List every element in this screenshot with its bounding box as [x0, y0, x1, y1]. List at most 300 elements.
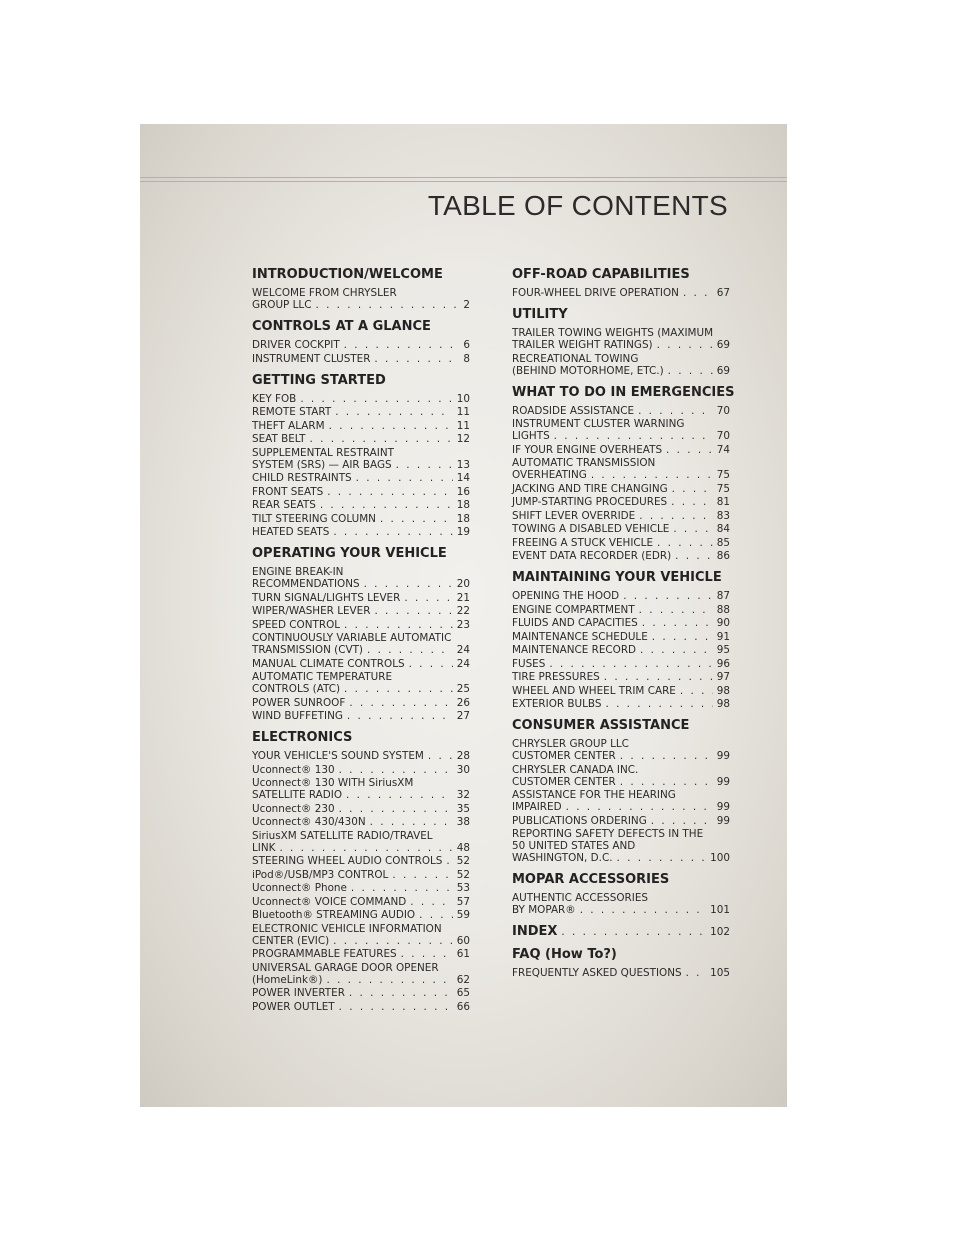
dot-leader — [666, 444, 713, 456]
entry-label: LINK — [252, 841, 276, 854]
section-title: MAINTAINING YOUR VEHICLE — [512, 570, 722, 585]
dot-leader — [620, 750, 713, 762]
toc-entry — [512, 590, 730, 602]
entry-line — [512, 967, 730, 979]
toc-entry — [252, 472, 470, 484]
entry-line — [512, 339, 730, 351]
dot-leader — [320, 499, 453, 511]
entry-line — [252, 974, 470, 986]
entry-label: iPod®/USB/MP3 CONTROL — [252, 868, 389, 881]
toc-entry — [512, 892, 730, 916]
entry-line — [512, 353, 730, 365]
entry-line — [512, 496, 730, 508]
entry-line — [252, 987, 470, 999]
toc-entry — [252, 710, 470, 722]
entry-line — [252, 869, 470, 881]
entry-line — [252, 578, 470, 590]
dot-leader — [344, 683, 453, 695]
page-number: 98 — [716, 698, 730, 710]
page-number: 18 — [456, 499, 470, 511]
dot-leader — [346, 789, 453, 801]
toc-entry — [512, 644, 730, 656]
page-number: 62 — [456, 973, 470, 986]
entry-line — [512, 444, 730, 456]
entry-line — [252, 671, 470, 683]
toc-entry — [512, 510, 730, 522]
toc-entry — [252, 486, 470, 498]
entry-line — [252, 1001, 470, 1013]
dot-leader — [410, 896, 453, 908]
toc-entry — [252, 909, 470, 921]
toc-entry — [512, 617, 730, 629]
entry-line — [512, 617, 730, 629]
dot-leader — [651, 815, 713, 827]
entry-line — [252, 830, 470, 842]
entry-label: Uconnect® 130 WITH SiriusXM — [252, 777, 414, 789]
page-number: 48 — [456, 841, 470, 854]
entry-label: 50 UNITED STATES AND — [512, 840, 636, 852]
dot-leader — [446, 855, 452, 867]
toc-entry — [252, 830, 470, 854]
page-number: 96 — [716, 657, 730, 670]
entry-line — [512, 418, 730, 430]
dot-leader — [566, 801, 713, 813]
entry-label: FUSES — [512, 657, 546, 670]
entry-label: SATELLITE RADIO — [252, 789, 343, 801]
entry-label: ASSISTANCE FOR THE HEARING — [512, 789, 676, 801]
dot-leader — [404, 592, 452, 604]
toc-section — [252, 546, 470, 722]
entry-label: AUTOMATIC TRANSMISSION — [512, 457, 656, 469]
toc-entry — [252, 816, 470, 828]
entry-label: POWER INVERTER — [252, 987, 345, 999]
toc-entry — [252, 406, 470, 418]
section-title: MOPAR ACCESSORIES — [512, 872, 670, 887]
page-number: 57 — [456, 895, 470, 908]
header-rule-bottom — [140, 181, 787, 182]
entry-label: MANUAL CLIMATE CONTROLS — [252, 657, 405, 670]
entry-label: SEAT BELT — [252, 433, 306, 445]
entry-label: REPORTING SAFETY DEFECTS IN THE — [512, 828, 704, 840]
dot-leader — [675, 550, 713, 562]
section-title: CONSUMER ASSISTANCE — [512, 718, 690, 733]
entry-label: FOUR-WHEEL DRIVE OPERATION — [512, 287, 679, 299]
page-number: 12 — [456, 433, 470, 445]
page-number: 83 — [716, 509, 730, 522]
entry-line — [252, 339, 470, 351]
dot-leader — [620, 776, 713, 788]
toc-section — [512, 307, 730, 377]
entry-line — [252, 486, 470, 498]
page-number: 102 — [710, 926, 730, 938]
toc-entry — [512, 444, 730, 456]
entry-line — [512, 658, 730, 670]
entry-label: TILT STEERING COLUMN — [252, 512, 376, 525]
entry-label: WASHINGTON, D.C. — [512, 852, 613, 864]
page-number: 24 — [456, 657, 470, 670]
entry-label: OPENING THE HOOD — [512, 590, 620, 602]
toc-entry — [252, 339, 470, 351]
entry-label: IF YOUR ENGINE OVERHEATS — [512, 443, 663, 456]
entry-line — [252, 353, 470, 365]
entry-label: Uconnect® 130 — [252, 763, 335, 776]
entry-label: SYSTEM (SRS) — AIR BAGS — [252, 458, 392, 471]
entry-label: THEFT ALARM — [252, 419, 325, 432]
entry-label: ROADSIDE ASSISTANCE — [512, 404, 635, 417]
toc-entry — [512, 671, 730, 683]
page-number: 59 — [456, 909, 470, 921]
dot-leader — [315, 299, 459, 311]
dot-leader — [339, 764, 453, 776]
section-title: ELECTRONICS — [252, 730, 353, 745]
dot-leader — [419, 909, 453, 921]
dot-leader — [561, 926, 706, 938]
toc-section — [512, 947, 730, 979]
page-number: 74 — [716, 443, 730, 456]
entry-line — [512, 469, 730, 481]
entry-label: CHRYSLER GROUP LLC — [512, 738, 629, 750]
entry-line — [252, 566, 470, 578]
entry-label: ELECTRONIC VEHICLE INFORMATION — [252, 922, 442, 935]
entry-label: SUPPLEMENTAL RESTRAINT — [252, 446, 394, 459]
toc-entry — [252, 896, 470, 908]
entry-line — [512, 698, 730, 710]
entry-line — [512, 738, 730, 750]
entry-label: UNIVERSAL GARAGE DOOR OPENER — [252, 961, 439, 974]
entry-label: MAINTENANCE SCHEDULE — [512, 630, 648, 643]
toc-entry — [512, 828, 730, 864]
dot-leader — [617, 852, 707, 864]
entry-line — [252, 299, 470, 311]
page-number: 26 — [456, 696, 470, 709]
page-title: TABLE OF CONTENTS — [427, 190, 728, 221]
entry-line — [252, 658, 470, 670]
toc-entry — [252, 447, 470, 471]
page-number: 99 — [716, 814, 730, 827]
entry-label: WHEEL AND WHEEL TRIM CARE — [512, 684, 676, 697]
dot-leader — [639, 510, 713, 522]
dot-leader — [374, 605, 452, 617]
toc-entry — [252, 619, 470, 631]
page-number: 98 — [716, 684, 730, 697]
toc-right-column — [512, 267, 735, 987]
entry-label: CUSTOMER CENTER — [512, 775, 616, 788]
manual-page — [140, 124, 787, 1107]
entry-line — [252, 526, 470, 538]
entry-line — [512, 750, 730, 762]
toc-entry — [512, 353, 730, 377]
dot-leader — [329, 420, 453, 432]
entry-label: GROUP LLC — [252, 299, 312, 311]
entry-label: CENTER (EVIC) — [252, 934, 330, 947]
dot-leader — [549, 658, 712, 670]
toc-entry — [252, 592, 470, 604]
entry-label: TRANSMISSION (CVT) — [252, 644, 363, 656]
page-number: 32 — [456, 789, 470, 801]
header-rule-top — [140, 177, 787, 178]
toc-section — [252, 267, 470, 311]
toc-entry — [512, 483, 730, 495]
entry-label: WIND BUFFETING — [252, 710, 343, 722]
toc-entry — [252, 803, 470, 815]
toc-entry — [252, 923, 470, 947]
page-number: 84 — [716, 523, 730, 535]
dot-leader — [374, 353, 459, 365]
toc-entry — [512, 764, 730, 788]
entry-label: WIPER/WASHER LEVER — [252, 605, 371, 617]
entry-label: OVERHEATING — [512, 469, 587, 481]
entry-line — [512, 815, 730, 827]
dot-leader — [401, 948, 453, 960]
toc-entry — [252, 605, 470, 617]
toc-section — [512, 267, 730, 299]
dot-leader — [671, 496, 713, 508]
toc-section — [252, 730, 470, 1013]
entry-label: (BEHIND MOTORHOME, ETC.) — [512, 364, 664, 377]
entry-label: YOUR VEHICLE'S SOUND SYSTEM — [252, 750, 424, 762]
entry-line — [512, 523, 730, 535]
toc-entry — [252, 855, 470, 867]
entry-label: ENGINE BREAK-IN — [252, 566, 344, 578]
entry-label: SHIFT LEVER OVERRIDE — [512, 509, 636, 522]
page-number: 2 — [463, 299, 470, 311]
toc-entry — [512, 287, 730, 299]
entry-line — [252, 644, 470, 656]
entry-line — [512, 685, 730, 697]
dot-leader — [686, 967, 707, 979]
entry-line — [252, 472, 470, 484]
entry-line — [252, 962, 470, 974]
dot-leader — [640, 644, 713, 656]
dot-leader — [356, 472, 453, 484]
toc-entry — [512, 685, 730, 697]
entry-label: REMOTE START — [252, 406, 332, 418]
entry-line — [512, 590, 730, 602]
dot-leader — [339, 803, 453, 815]
page-number: 27 — [456, 710, 470, 722]
entry-label: SiriusXM SATELLITE RADIO/TRAVEL — [252, 829, 433, 842]
toc-entry — [252, 750, 470, 762]
dot-leader — [673, 523, 712, 535]
entry-line — [512, 510, 730, 522]
toc-entry — [512, 550, 730, 562]
entry-label: RECOMMENDATIONS — [252, 578, 360, 590]
dot-leader — [638, 405, 713, 417]
entry-label: PROGRAMMABLE FEATURES — [252, 948, 397, 960]
toc-entry — [512, 523, 730, 535]
page-number: 18 — [456, 512, 470, 525]
entry-label: (HomeLink®) — [252, 973, 323, 986]
dot-leader — [652, 631, 713, 643]
page-number: 90 — [716, 617, 730, 629]
entry-line — [512, 776, 730, 788]
entry-line — [512, 365, 730, 377]
dot-leader — [349, 987, 453, 999]
toc-entry — [512, 457, 730, 481]
entry-line — [252, 909, 470, 921]
toc-entry — [512, 537, 730, 549]
page-number: 24 — [456, 644, 470, 656]
dot-leader — [683, 287, 713, 299]
entry-line — [252, 896, 470, 908]
page-number: 10 — [456, 392, 470, 405]
entry-label: CONTROLS (ATC) — [252, 683, 341, 695]
entry-label: CONTINUOUSLY VARIABLE AUTOMATIC — [252, 632, 452, 644]
toc-section — [512, 384, 735, 563]
entry-line — [252, 420, 470, 432]
entry-line — [512, 904, 730, 916]
entry-label: MAINTENANCE RECORD — [512, 644, 637, 656]
toc-entry — [252, 353, 470, 365]
section-title: INTRODUCTION/WELCOME — [252, 267, 443, 282]
dot-leader — [335, 406, 453, 418]
entry-label: HEATED SEATS — [252, 526, 330, 538]
entry-label: AUTHENTIC ACCESSORIES — [512, 892, 648, 904]
toc-entry — [512, 789, 730, 813]
dot-leader — [605, 698, 712, 710]
page-number: 52 — [456, 868, 470, 881]
entry-label: BY MOPAR® — [512, 904, 576, 916]
entry-line — [252, 935, 470, 947]
entry-label: CUSTOMER CENTER — [512, 750, 616, 762]
page-number: 86 — [716, 550, 730, 562]
toc-left-column — [252, 267, 470, 1021]
dot-leader — [604, 671, 713, 683]
entry-line — [252, 513, 470, 525]
entry-line — [512, 852, 730, 864]
entry-label: STEERING WHEEL AUDIO CONTROLS — [252, 855, 443, 867]
entry-label: Uconnect® 430/430N — [252, 816, 366, 828]
page-number: 95 — [716, 644, 730, 656]
entry-label: IMPAIRED — [512, 801, 562, 813]
dot-leader — [392, 869, 452, 881]
toc-entry — [512, 496, 730, 508]
toc-section-heading-row — [512, 924, 730, 939]
entry-line — [512, 671, 730, 683]
toc-entry — [252, 513, 470, 525]
toc-entry — [512, 698, 730, 710]
toc-section — [512, 718, 730, 864]
page-number: 75 — [716, 482, 730, 495]
entry-label: LIGHTS — [512, 430, 550, 442]
entry-line — [252, 393, 470, 405]
entry-label: TOWING A DISABLED VEHICLE — [512, 523, 670, 535]
dot-leader — [680, 685, 713, 697]
toc-section — [512, 924, 730, 939]
entry-line — [512, 457, 730, 469]
section-title: OPERATING YOUR VEHICLE — [252, 546, 447, 561]
entry-label: PUBLICATIONS ORDERING — [512, 814, 647, 827]
entry-line — [252, 923, 470, 935]
entry-line — [512, 537, 730, 549]
entry-label: RECREATIONAL TOWING — [512, 352, 639, 365]
page-number: 88 — [716, 603, 730, 616]
page-number: 66 — [456, 1000, 470, 1013]
toc-entry — [252, 869, 470, 881]
page-number: 19 — [456, 526, 470, 538]
page-number: 81 — [716, 496, 730, 508]
entry-label: Uconnect® Phone — [252, 882, 347, 894]
entry-line — [512, 789, 730, 801]
page-number: 69 — [716, 364, 730, 377]
entry-label: TRAILER TOWING WEIGHTS (MAXIMUM — [512, 327, 714, 339]
entry-line — [512, 631, 730, 643]
entry-line — [512, 327, 730, 339]
entry-line — [252, 632, 470, 644]
entry-line — [252, 287, 470, 299]
dot-leader — [396, 459, 453, 471]
page-number: 14 — [456, 472, 470, 484]
page-number: 60 — [456, 934, 470, 947]
toc-section — [252, 319, 470, 365]
toc-entry — [512, 631, 730, 643]
dot-leader — [349, 697, 452, 709]
entry-line — [252, 882, 470, 894]
entry-line — [252, 789, 470, 801]
dot-leader — [668, 365, 713, 377]
dot-leader — [657, 537, 713, 549]
dot-leader — [428, 750, 453, 762]
dot-leader — [591, 469, 713, 481]
page-number: 22 — [456, 605, 470, 617]
toc-entry — [252, 1001, 470, 1013]
section-title: INDEX — [512, 924, 558, 939]
entry-label: POWER SUNROOF — [252, 696, 346, 709]
section-title: FAQ (How To?) — [512, 947, 617, 962]
dot-leader — [639, 604, 713, 616]
toc-entry — [252, 764, 470, 776]
section-title: UTILITY — [512, 307, 568, 322]
page-number: 70 — [716, 430, 730, 442]
entry-line — [512, 828, 730, 840]
entry-label: DRIVER COCKPIT — [252, 339, 340, 351]
entry-line — [252, 499, 470, 511]
page-number: 25 — [456, 683, 470, 695]
entry-line — [512, 550, 730, 562]
entry-label: WELCOME FROM CHRYSLER — [252, 287, 397, 299]
entry-line — [512, 483, 730, 495]
page-number: 21 — [456, 591, 470, 604]
entry-label: Uconnect® VOICE COMMAND — [252, 895, 407, 908]
toc-entry — [252, 777, 470, 801]
page-number: 61 — [456, 948, 470, 960]
dot-leader — [344, 339, 460, 351]
page-number: 99 — [716, 750, 730, 762]
toc-entry — [252, 962, 470, 986]
dot-leader — [279, 842, 452, 854]
entry-line — [512, 764, 730, 776]
entry-label: EXTERIOR BULBS — [512, 698, 602, 710]
toc-entry — [512, 327, 730, 351]
page-number: 65 — [456, 987, 470, 999]
toc-entry — [252, 658, 470, 670]
entry-label: TRAILER WEIGHT RATINGS) — [512, 339, 653, 351]
entry-line — [252, 683, 470, 695]
entry-line — [252, 777, 470, 789]
entry-line — [252, 764, 470, 776]
page-number: 35 — [456, 802, 470, 815]
dot-leader — [367, 644, 453, 656]
page-number: 87 — [716, 590, 730, 602]
dot-leader — [409, 658, 453, 670]
entry-label: Bluetooth® STREAMING AUDIO — [252, 909, 416, 921]
dot-leader — [339, 1001, 453, 1013]
entry-line — [252, 447, 470, 459]
dot-leader — [642, 617, 713, 629]
toc-entry — [512, 418, 730, 442]
dot-leader — [672, 483, 713, 495]
entry-line — [252, 605, 470, 617]
